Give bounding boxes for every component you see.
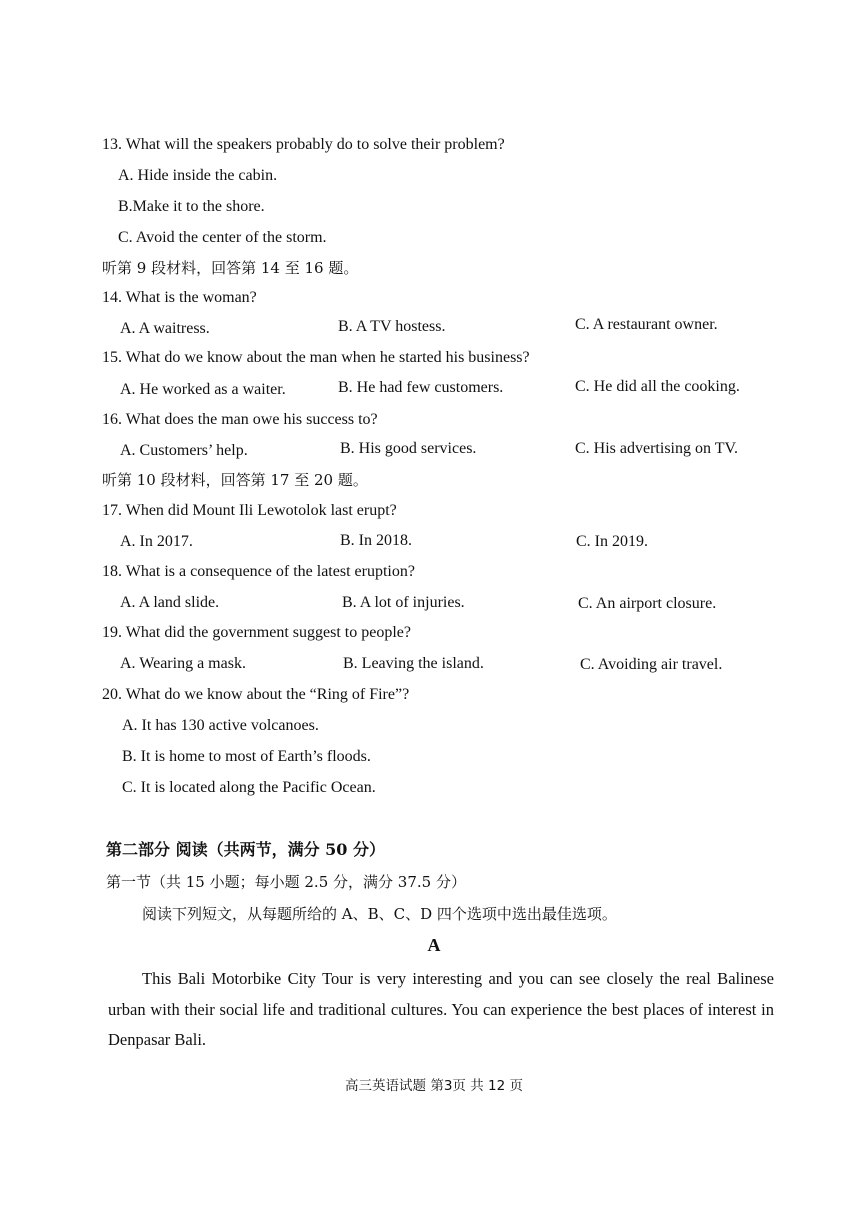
question-18-option-c: C. An airport closure. [578, 595, 717, 612]
question-19-option-c: C. Avoiding air travel. [580, 656, 723, 673]
question-19-stem: 19. What did the government suggest to people? [102, 624, 411, 641]
question-19-option-b: B. Leaving the island. [343, 655, 484, 672]
question-19-option-a: A. Wearing a mask. [120, 655, 246, 672]
question-17-option-a: A. In 2017. [120, 533, 193, 550]
question-17-option-b: B. In 2018. [340, 532, 412, 549]
question-14-option-b: B. A TV hostess. [338, 318, 446, 335]
question-15-option-a: A. He worked as a waiter. [120, 381, 286, 398]
material-10-instruction: 听第 10 段材料，回答第 17 至 20 题。 [102, 471, 368, 489]
question-20-option-a: A. It has 130 active volcanoes. [122, 717, 319, 734]
question-13-option-c: C. Avoid the center of the storm. [118, 229, 327, 246]
question-20-stem: 20. What do we know about the “Ring of Fire”? [102, 686, 410, 703]
reading-directions: 阅读下列短文，从每题所给的 A、B、C、D 四个选项中选出最佳选项。 [142, 905, 617, 923]
question-18-option-b: B. A lot of injuries. [342, 594, 465, 611]
question-17-option-c: C. In 2019. [576, 533, 648, 550]
section-one-heading: 第一节（共 15 小题；每小题 2.5 分，满分 37.5 分） [106, 873, 466, 891]
question-16-option-b: B. His good services. [340, 440, 477, 457]
question-18-option-a: A. A land slide. [120, 594, 220, 611]
material-9-instruction: 听第 9 段材料，回答第 14 至 16 题。 [102, 259, 359, 277]
question-16-option-a: A. Customers’ help. [120, 442, 248, 459]
question-16-option-c: C. His advertising on TV. [575, 440, 738, 457]
question-20-option-c: C. It is located along the Pacific Ocean. [122, 779, 376, 796]
question-16-stem: 16. What does the man owe his success to? [102, 411, 378, 428]
question-13-option-b: B.Make it to the shore. [118, 198, 265, 215]
question-20-option-b: B. It is home to most of Earth’s floods. [122, 748, 371, 765]
question-14-option-c: C. A restaurant owner. [575, 316, 718, 333]
question-14-stem: 14. What is the woman? [102, 289, 257, 306]
question-13-stem: 13. What will the speakers probably do to solve their problem? [102, 136, 505, 153]
question-18-stem: 18. What is a consequence of the latest eruption? [102, 563, 415, 580]
passage-paragraph: This Bali Motorbike City Tour is very interesting and you can see closely the real Balinese urban with their social life and traditional cultures. You can experience the best places of interest in Denpasar Bali. [108, 969, 774, 1049]
question-14-option-a: A. A waitress. [120, 320, 210, 337]
question-15-option-c: C. He did all the cooking. [575, 378, 740, 395]
question-15-stem: 15. What do we know about the man when he started his business? [102, 349, 530, 366]
question-13-option-a: A. Hide inside the cabin. [118, 167, 278, 184]
passage-label: A [427, 935, 441, 955]
question-17-stem: 17. When did Mount Ili Lewotolok last erupt? [102, 502, 397, 519]
question-15-option-b: B. He had few customers. [338, 379, 504, 396]
part-two-title: 第二部分 阅读（共两节，满分 50 分） [106, 840, 385, 859]
page-footer: 高三英语试题 第3页 共 12 页 [345, 1078, 523, 1094]
